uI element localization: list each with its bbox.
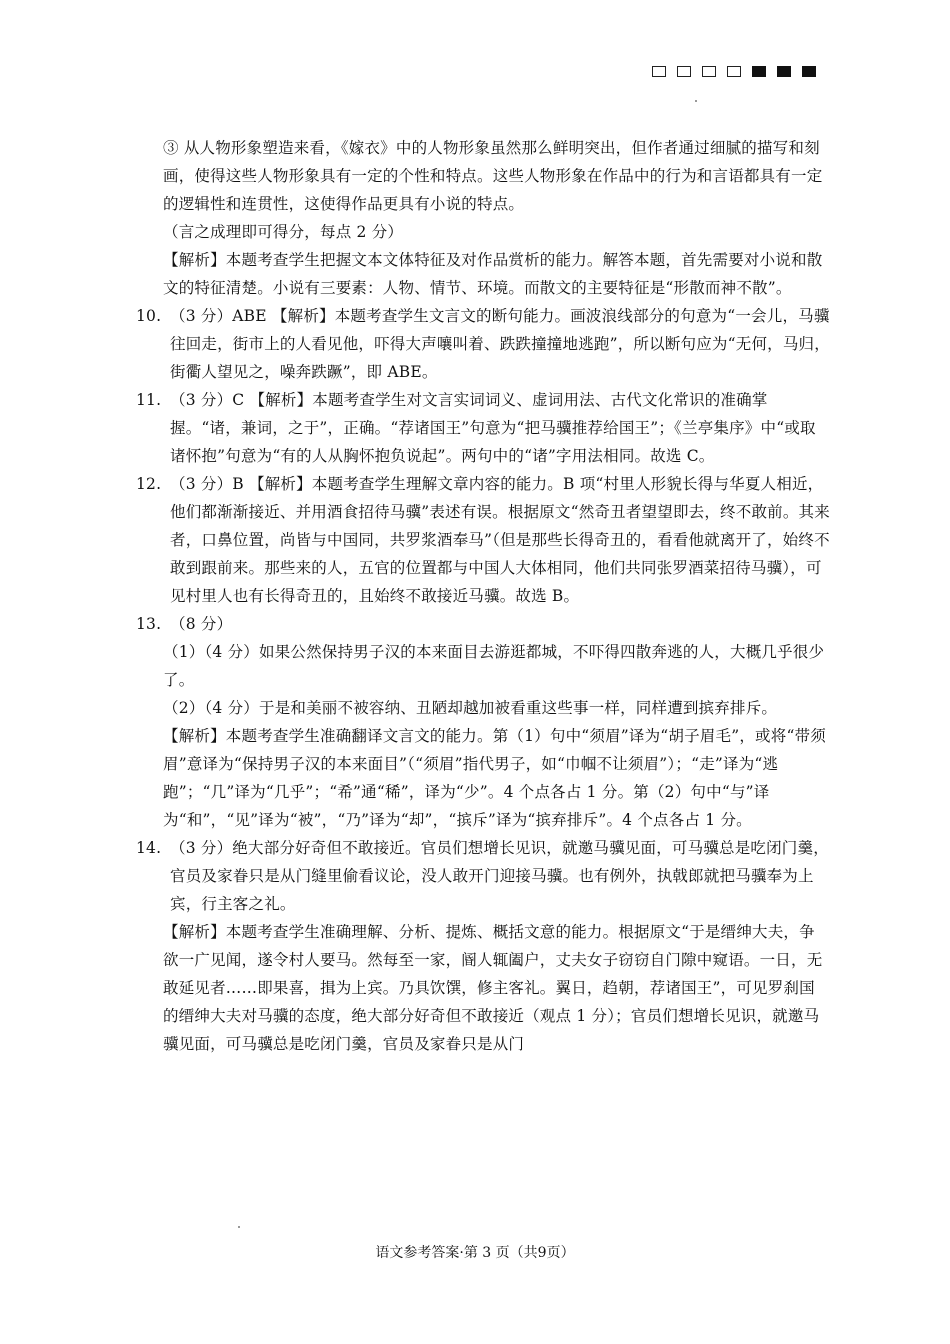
- empty-box-mark: [702, 66, 716, 77]
- q9-scoring-note: （言之成理即可得分，每点 2 分）: [163, 223, 404, 241]
- question-number: 13.: [136, 615, 162, 633]
- question-answer: （8 分）: [170, 615, 233, 633]
- question-number: 11.: [136, 391, 162, 409]
- question-number: 14.: [136, 839, 162, 857]
- question-answer: （3 分）C 【解析】本题考查学生对文言实词词义、虚词用法、古代文化常识的准确掌握。“诸，兼词，之于”，正确。“荐诸国王”句意为“把马骥推荐给国王”；《兰亭集序》中“或取诸怀抱”句意为“有的人从胸怀抱负说起”。两句中的“诸”字用法相同。故选 C。: [170, 391, 816, 465]
- question-answer: （3 分）B 【解析】本题考查学生理解文章内容的能力。B 项“村里人形貌长得与华夏人相近，他们都渐渐接近、并用酒食招待马骥”表述有误。根据原文“然奇丑者望望即去，终不敢前。其来者，口鼻位置，尚皆与中国同，共罗浆酒奉马”（但是那些长得奇丑的，看看他就离开了，始终不敢到跟前来。那些来的人，五官的位置都与中国人大体相同，他们共同张罗酒菜招待马骥），可见村里人也有长得奇丑的，且始终不敢接近马骥。故选 B。: [170, 475, 830, 605]
- question-number: 10.: [136, 307, 162, 325]
- question-item-12: [130, 470, 830, 610]
- question-answer: （3 分）ABE 【解析】本题考查学生文言文的断句能力。画波浪线部分的句意为“一会儿，马骥往回走，街市上的人看见他，吓得大声嚷叫着、跌跌撞撞地逃跑”，所以断句应为“无何，马归，街衢人望见之，噪奔跌蹶”，即 ABE。: [170, 307, 830, 381]
- speck: [695, 100, 697, 102]
- question-number: 12.: [136, 475, 162, 493]
- q9-analysis: 【解析】本题考查学生把握文本文体特征及对作品赏析的能力。解答本题，首先需要对小说和散文的特征清楚。小说有三要素：人物、情节、环境。而散文的主要特征是“形散而神不散”。: [163, 251, 823, 297]
- speck: [238, 1226, 240, 1228]
- empty-box-mark: [727, 66, 741, 77]
- question-item-11: [130, 386, 830, 470]
- q13-answer-2: （2）（4 分）于是和美丽不被容纳、丑陋却越加被看重这些事一样，同样遭到摈弃排斥。: [163, 699, 778, 717]
- question-item-14: [130, 834, 830, 918]
- filled-box-mark: [802, 66, 816, 77]
- question-answer: （3 分）绝大部分好奇但不敢接近。官员们想增长见识，就邀马骥见面，可马骥总是吃闭门羹，官员及家眷只是从门缝里偷看议论，没人敢开门迎接马骥。也有例外，执戟郎就把马骥奉为上宾，行主客之礼。: [170, 839, 829, 913]
- q13-analysis: 【解析】本题考查学生准确翻译文言文的能力。第（1）句中“须眉”译为“胡子眉毛”，或将“带须眉”意译为“保持男子汉的本来面目”（“须眉”指代男子，如“巾帼不让须眉”）；“走”译为“逃跑”；“几”译为“几乎”；“希”通“稀”，译为“少”。4 个点各占 1 分。第（2）句中“与”译为“和”，“见”译为“被”，“乃”译为“却”，“摈斥”译为“摈弃排斥”。4 个点各占 1 分。: [163, 727, 826, 829]
- answer-content: [130, 134, 830, 1058]
- empty-box-mark: [652, 66, 666, 77]
- q14-analysis: 【解析】本题考查学生准确理解、分析、提炼、概括文意的能力。根据原文“于是缙绅大夫，争欲一广见闻，遂令村人要马。然每至一家，阍人辄阖户，丈夫女子窃窃自门隙中窥语。一日，无敢延见者……即果喜，揖为上宾。乃具饮馔，修主客礼。翼日，趋朝，荐诸国王”，可见罗刹国的缙绅大夫对马骥的态度，绝大部分好奇但不敢接近（观点 1 分）；官员们想增长见识，就邀马骥见面，可马骥总是吃闭门羹，官员及家眷只是从门: [163, 923, 823, 1053]
- question-item-10: [130, 302, 830, 386]
- empty-box-mark: [677, 66, 691, 77]
- q13-answer-1: （1）（4 分）如果公然保持男子汉的本来面目去游逛都城，不吓得四散奔逃的人，大概几乎很少了。: [163, 643, 825, 689]
- q9-point-3: ③ 从人物形象塑造来看，《嫁衣》中的人物形象虽然那么鲜明突出，但作者通过细腻的描写和刻画，使得这些人物形象具有一定的个性和特点。这些人物形象在作品中的行为和言语都具有一定的逻辑性和连贯性，这使得作品更具有小说的特点。: [163, 139, 823, 213]
- header-marks: [652, 66, 816, 77]
- question-item-13: [130, 610, 830, 638]
- filled-box-mark: [777, 66, 791, 77]
- page-footer: 语文参考答案·第 3 页（共9页）: [375, 1245, 575, 1261]
- filled-box-mark: [752, 66, 766, 77]
